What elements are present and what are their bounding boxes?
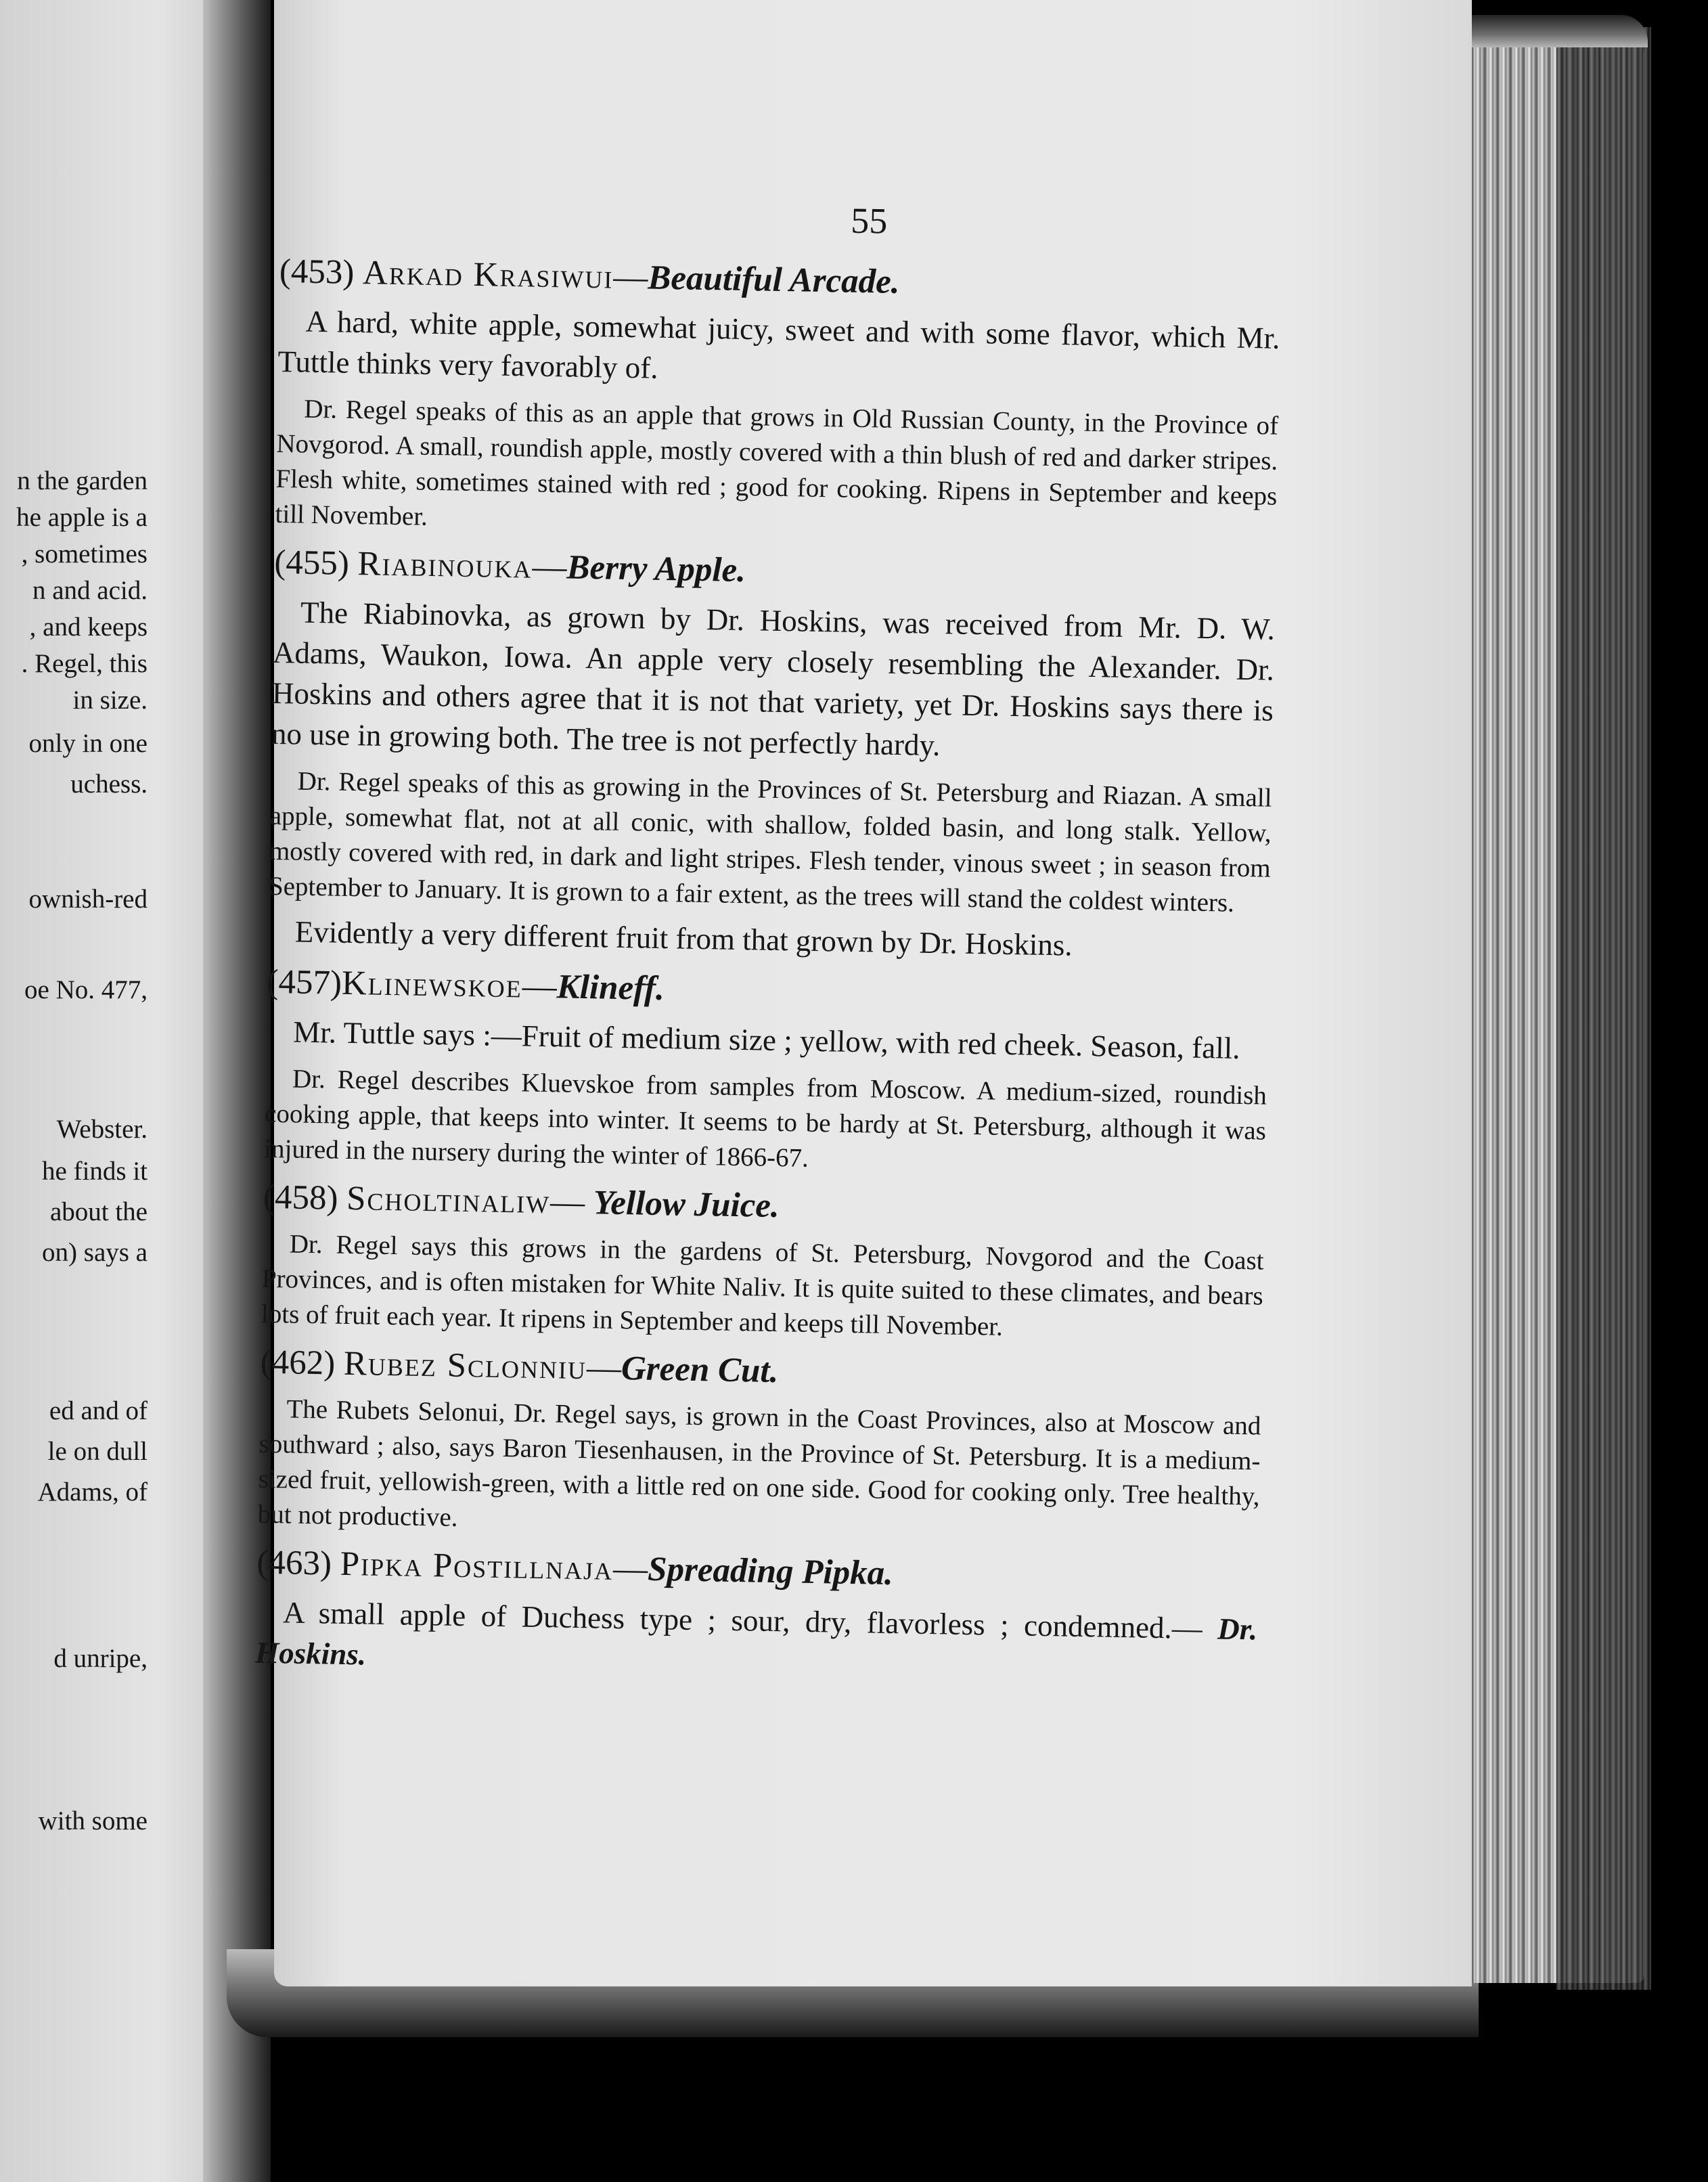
- left-page-fragment: Adams, of: [37, 1477, 148, 1507]
- page-content: [255, 190, 1282, 1697]
- entry-separator: —: [586, 1349, 622, 1388]
- entry-translation: Spreading Pipka.: [647, 1550, 894, 1593]
- entry-separator: —: [549, 1183, 594, 1222]
- entry-number: (455): [273, 543, 350, 583]
- entry-paragraph: [255, 1592, 1258, 1691]
- entry-heading: [260, 1343, 1262, 1400]
- left-page-fragment: le on dull: [47, 1437, 148, 1466]
- entry-name: Rubez Sclonniu: [343, 1344, 587, 1387]
- entry-closing-remark: Evidently a very different fruit from that grown by Dr. Hoskins.: [294, 914, 1073, 962]
- entry-paragraph: Mr. Tuttle says :—Fruit of medium size ; yellow, with red cheek. Season, fall.: [292, 1015, 1240, 1065]
- left-page-fragment: he apple is a: [16, 503, 148, 532]
- entry-number: (457): [267, 962, 342, 1002]
- entry-name: Scholtinaliw: [346, 1179, 551, 1222]
- left-page-fragment: uchess.: [70, 770, 148, 799]
- page-fore-edge-shadow: [1556, 27, 1651, 1990]
- entry-translation: Beautiful Arcade.: [647, 259, 900, 301]
- entry-name: Riabinouka: [357, 545, 533, 586]
- entry-heading: [256, 1543, 1259, 1600]
- apple-entry: [267, 543, 1276, 969]
- page-number: 55: [850, 200, 888, 242]
- entry-number: (463): [256, 1543, 332, 1583]
- left-page-fragment: on) says a: [42, 1238, 148, 1267]
- entry-translation: Berry Apple.: [566, 548, 746, 590]
- apple-entry: [261, 1178, 1265, 1350]
- left-page-fragment: oe No. 477,: [24, 975, 148, 1004]
- entry-name: Klinewskoe: [341, 964, 523, 1006]
- entry-separator: —: [522, 967, 558, 1006]
- entry-number: (462): [260, 1343, 336, 1383]
- apple-entry: [264, 962, 1269, 1184]
- entry-paragraph: A hard, white apple, somewhat juicy, sweet and with some flavor, which Mr. Tuttle thinks very favorably of.: [277, 304, 1280, 385]
- entry-regel-note: Dr. Regel speaks of this as an apple that grows in Old Russian County, in the Province of Novgorod. A small, roundish apple, mostly covered with a thin blush of red and darker stripes. Flesh white, sometimes stained with red ; good for cooking. Ripens in September and keeps till November.: [275, 394, 1279, 531]
- apple-entry: [257, 1343, 1262, 1550]
- left-page-fragment: , sometimes: [21, 539, 148, 569]
- left-page-fragment: n and acid.: [32, 576, 148, 605]
- entry-regel-note: Dr. Regel describes Kluevskoe from samples from Moscow. A medium-sized, roundish cooking apple, that keeps into winter. It seems to be hardy at St. Petersburg, although it was injured in the nursery during the winter of 1866-67.: [263, 1064, 1267, 1173]
- paragraph-text: A small apple of Duchess type ; sour, dry, flavorless ; condemned.—: [282, 1595, 1203, 1646]
- left-page-fragment: Webster.: [56, 1115, 148, 1144]
- entry-heading: [274, 543, 1276, 600]
- left-page-fragment: about the: [49, 1197, 148, 1226]
- left-page-fragment: in size.: [72, 686, 148, 715]
- entry-translation: Yellow Juice.: [593, 1184, 780, 1226]
- left-page-fragment: he finds it: [42, 1157, 148, 1186]
- left-page-fragment: , and keeps: [29, 613, 148, 642]
- apple-entry: [275, 252, 1281, 550]
- entry-name: Pipka Postillnaja: [340, 1544, 614, 1588]
- book-gutter: [203, 0, 271, 2182]
- entry-attribution: Dr. Hoskins.: [254, 1611, 1258, 1672]
- entry-heading: [263, 1178, 1265, 1234]
- left-page-fragment: d unripe,: [53, 1644, 148, 1673]
- entry-name: Arkad Krasiwui: [362, 254, 614, 296]
- facing-page-left: [0, 0, 223, 2182]
- entries-list: [255, 252, 1281, 1691]
- left-page-fragment: n the garden: [17, 466, 148, 495]
- left-page-fragment: with some: [38, 1806, 148, 1835]
- entry-separator: —: [612, 258, 648, 297]
- left-page-fragment: only in one: [28, 729, 148, 758]
- entry-separator: —: [532, 548, 568, 587]
- left-page-fragment: ed and of: [49, 1396, 148, 1425]
- entry-number: (458): [263, 1178, 338, 1218]
- entry-heading: [279, 252, 1281, 309]
- entry-heading: [267, 962, 1269, 1019]
- left-page-fragment: . Regel, this: [21, 649, 148, 678]
- entry-translation: Klineff.: [556, 968, 665, 1008]
- entry-regel-note: The Rubets Selonui, Dr. Regel says, is grown in the Coast Provinces, also at Moscow and southward ; also, says Baron Tiesenhausen, in the Province of St. Petersburg. It is a medium-sized fruit, yellowish-green, with a little red on one side. Good for cooking only. Tree healthy, but not productive.: [257, 1394, 1261, 1532]
- entry-regel-note: Dr. Regel speaks of this as growing in the Provinces of St. Petersburg and Riazan. A small apple, somewhat flat, not at all conic, with shallow, folded basin, and long stalk. Yellow, mostly covered with red, in dark and light stripes. Flesh tender, vinous sweet ; in season from September to January. It is grown to a fair extent, as the trees will stand the coldest winters.: [268, 766, 1272, 918]
- entry-separator: —: [612, 1549, 648, 1588]
- entry-translation: Green Cut.: [621, 1350, 779, 1391]
- entry-paragraph: The Riabinovka, as grown by Dr. Hoskins, was received from Mr. D. W. Adams, Waukon, Iowa. An apple very closely resembling the Alexander. Dr. Hoskins and others agree that it is not that variety, yet Dr. Hoskins says there is no use in growing both. The tree is not perfectly hardy.: [271, 595, 1276, 763]
- left-page-fragment: ownish-red: [28, 885, 148, 914]
- apple-entry: [255, 1543, 1259, 1691]
- entry-number: (453): [279, 252, 355, 292]
- entry-regel-note: Dr. Regel says this grows in the gardens of St. Petersburg, Novgorod and the Coast Provinces, and is often mistaken for White Naliv. It is quite suited to these climates, and bears lots of fruit each year. It ripens in September and keeps till November.: [261, 1229, 1264, 1341]
